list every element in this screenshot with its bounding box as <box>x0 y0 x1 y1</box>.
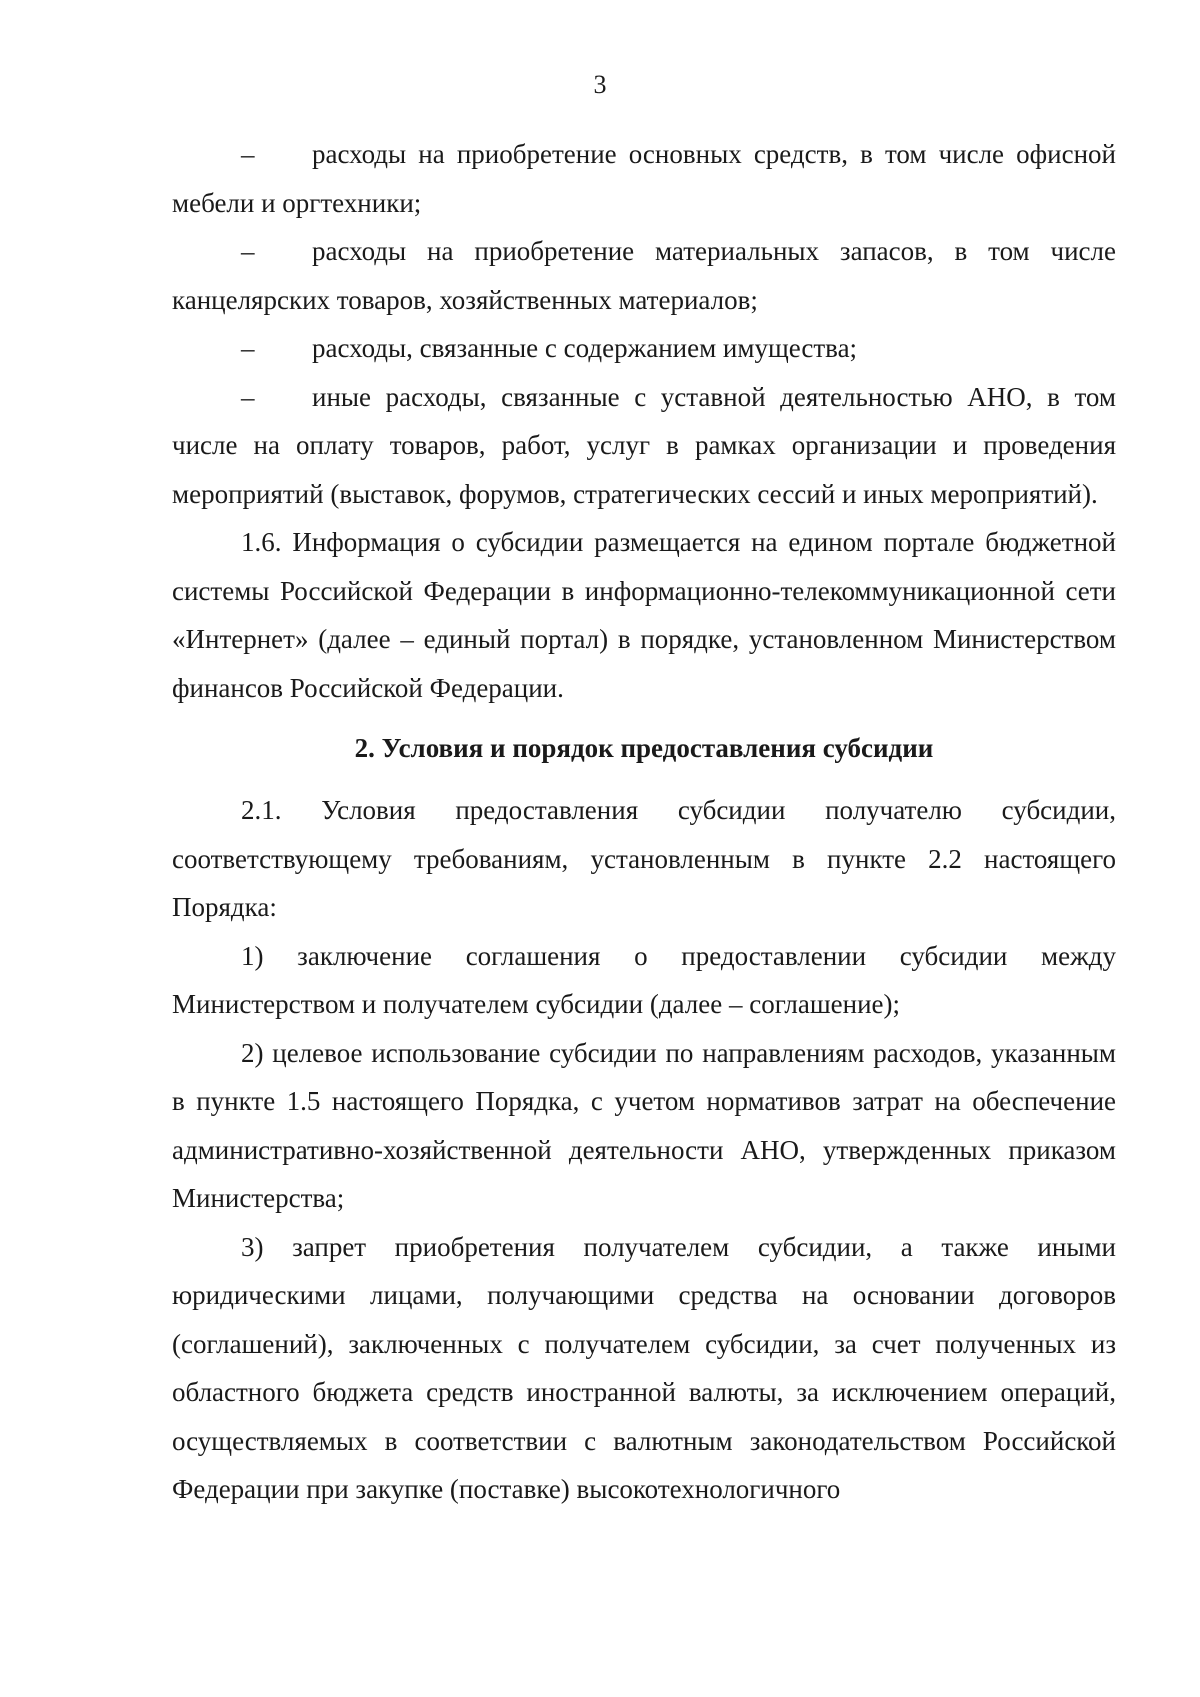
paragraph-1-6: 1.6. Информация о субсидии размещается на едином портале бюджетной системы Российской Федерации в информационно-телекоммуникационной сети «Интернет» (далее – единый портал) в порядке, установленном Министерством финансов Российской Федерации. <box>172 527 1116 703</box>
bullet-text: расходы на приобретение основных средств, в том числе офисной мебели и оргтехники; <box>172 139 1116 218</box>
paragraph-condition-1: 1) заключение соглашения о предоставлении субсидии между Министерством и получателем субсидии (далее – соглашение); <box>172 940 1116 1019</box>
bullet-item-other-expenses <box>172 373 1116 519</box>
bullet-dash: – <box>241 236 255 266</box>
paragraph-condition-2: 2) целевое использование субсидии по направлениям расходов, указанным в пункте 1.5 настоящего Порядка, с учетом нормативов затрат на обеспечение административно-хозяйственной деятельности АНО, утвержденных приказом Министерства; <box>172 1037 1116 1213</box>
bullet-text: расходы на приобретение материальных запасов, в том числе канцелярских товаров, хозяйственных материалов; <box>172 236 1116 315</box>
bullet-dash: – <box>241 333 255 363</box>
document-body <box>172 130 1116 1514</box>
bullet-text: расходы, связанные с содержанием имущества; <box>312 333 858 363</box>
paragraph-2-1: 2.1. Условия предоставления субсидии получателю субсидии, соответствующему требованиям, установленным в пункте 2.2 настоящего Порядка: <box>172 795 1116 922</box>
section-2-heading: 2. Условия и порядок предоставления субсидии <box>354 733 934 763</box>
bullet-text: иные расходы, связанные с уставной деятельностью АНО, в том числе на оплату товаров, работ, услуг в рамках организации и проведения мероприятий (выставок, форумов, стратегических сессий и иных мероприятий). <box>172 381 1116 509</box>
bullet-item-property-maintenance <box>172 324 1116 373</box>
bullet-dash: – <box>241 139 255 169</box>
paragraph-condition-3: 3) запрет приобретения получателем субсидии, а также иными юридическими лицами, получающими средства на основании договоров (соглашений), заключенных с получателем субсидии, за счет полученных из областного бюджета средств иностранной валюты, за исключением операций, осуществляемых в соответствии с валютным законодательством Российской Федерации при закупке (поставке) высокотехнологичного <box>172 1231 1116 1504</box>
page-number: 3 <box>593 70 607 99</box>
bullet-item-fixed-assets <box>172 130 1116 227</box>
bullet-item-material-stocks <box>172 227 1116 324</box>
bullet-dash: – <box>241 381 255 412</box>
